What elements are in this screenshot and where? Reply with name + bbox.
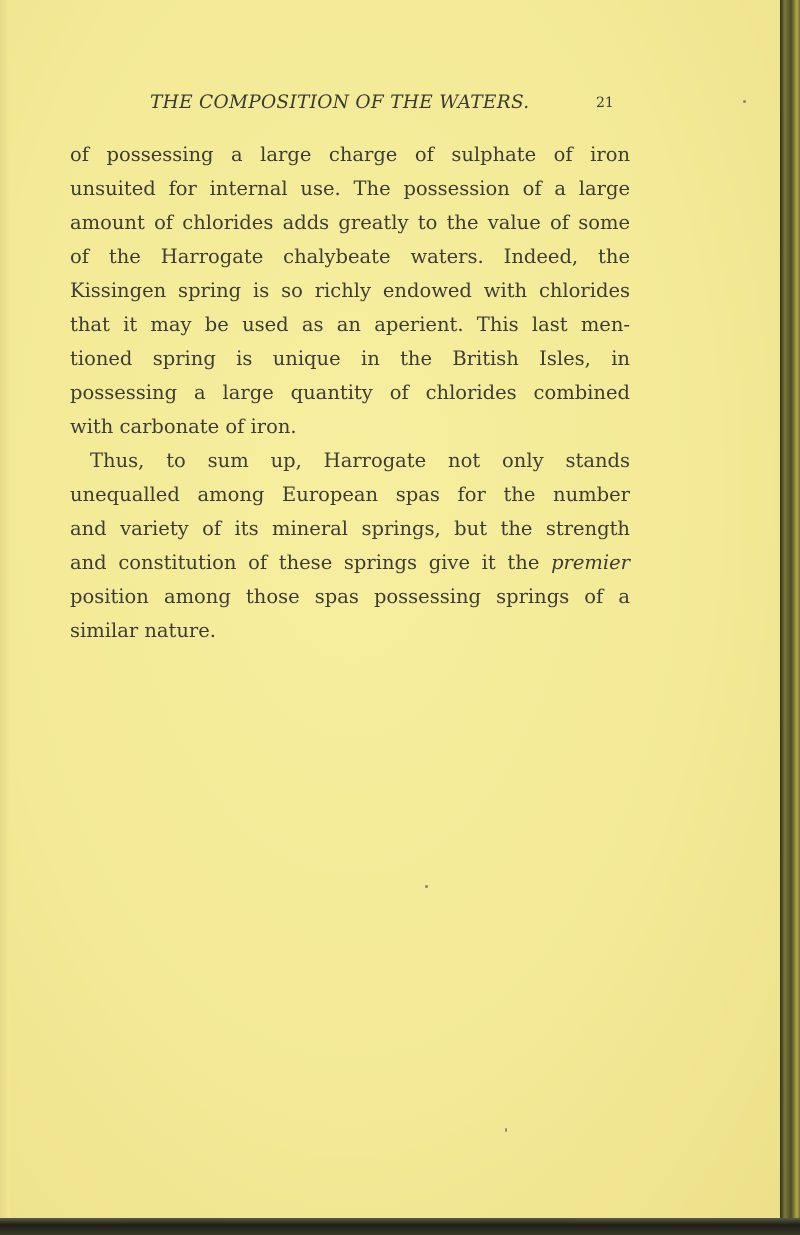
paper-speck: [743, 100, 746, 103]
text-line: Kissingen spring is so richly endowed with chlorides: [70, 279, 630, 302]
running-head: [150, 92, 630, 122]
page-edge-right: [780, 0, 800, 1235]
page-edge-bottom: [0, 1218, 800, 1235]
text-segment: and constitution of these springs give it the: [70, 551, 540, 574]
text-line: of possessing a large charge of sulphate of iron: [70, 143, 630, 166]
text-line: that it may be used as an aperient. This last men-: [70, 313, 630, 336]
text-line: of the Harrogate chalybeate waters. Indeed, the: [70, 245, 630, 268]
text-line: and variety of its mineral springs, but the strength: [70, 517, 630, 540]
text-line: similar nature.: [70, 619, 216, 642]
text-line: Thus, to sum up, Harrogate not only stands: [90, 449, 630, 472]
paper-speck: [425, 885, 428, 888]
text-line: unequalled among European spas for the number: [70, 483, 630, 506]
body-text: [70, 138, 630, 648]
running-head-title: THE COMPOSITION OF THE WATERS.: [150, 92, 530, 113]
text-line: tioned spring is unique in the British Isles, in: [70, 347, 630, 370]
emphasized-word: premier: [551, 551, 630, 574]
text-line: amount of chlorides adds greatly to the value of some: [70, 211, 630, 234]
text-line: possessing a large quantity of chlorides combined: [70, 381, 630, 404]
page-number: 21: [596, 95, 614, 111]
text-line: position among those spas possessing springs of a: [70, 585, 630, 608]
paper-speck: [505, 1128, 507, 1132]
page-gutter-shadow: [0, 0, 10, 1220]
text-line: unsuited for internal use. The possession of a large: [70, 177, 630, 200]
text-line: [70, 546, 630, 580]
text-line: with carbonate of iron.: [70, 415, 297, 438]
